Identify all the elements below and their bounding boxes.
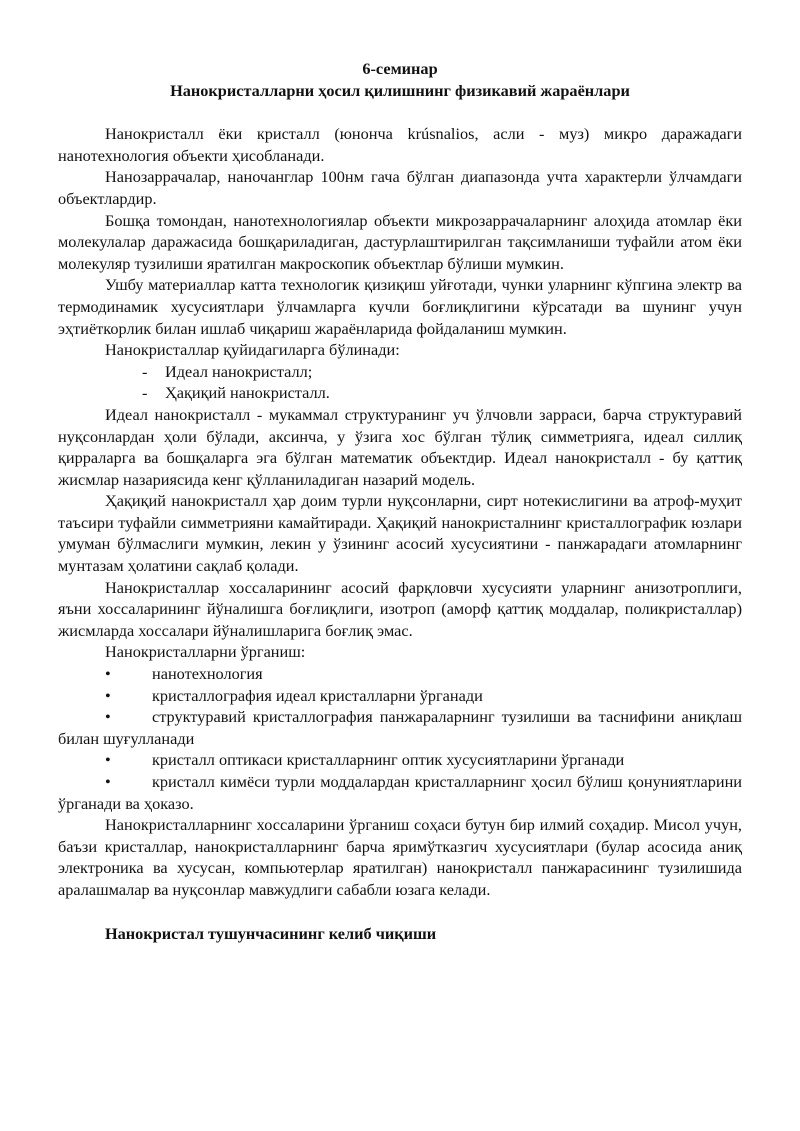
dash-item-text: Идеал нанокристалл; [165,361,313,381]
bullet-marker: • [105,707,111,727]
section-heading: Нанокристал тушунчасининг келиб чиқиши [105,923,437,943]
paragraph: Ушбу материаллар катта технологик қизиқиш уйғотади, чунки уларнинг кўпгина электр ва термодинамик хусусиятлари ўлчамларга кучли боғлиқлигини кўрсатади ва шунинг учун эҳтиёткорлик билан ишлаб чиқариш жараёнларида фойдаланиш мумкин. [58,275,742,338]
document-page [58,58,742,944]
bullet-list-item [58,706,742,749]
document-subtitle: Нанокристалларни ҳосил қилишнинг физикавий жараёнлари [170,80,630,100]
dash-list-item [58,361,742,383]
spacer [58,901,742,923]
bullet-item-text: кристаллография идеал кристалларни ўрганади [152,685,483,705]
paragraph: Нанокристаллар қуйидагиларга бўлинади: [105,340,400,360]
dash-item-text: Ҳақиқий нанокристалл. [165,383,330,403]
dash-marker: - [142,383,148,403]
dash-marker: - [142,361,148,381]
bullet-list-item [58,663,742,685]
bullet-list-item [58,749,742,771]
bullet-list-item [58,685,742,707]
bullet-list-item [58,771,742,814]
paragraph: Нанокристалл ёки кристалл (юнонча krúsnalios, асли - муз) микро даражадаги нанотехнология объекти ҳисобланади. [58,124,742,165]
bullet-marker: • [105,750,111,770]
paragraph: Нанокристалларнинг хоссаларини ўрганиш соҳаси бутун бир илмий соҳадир. Мисол учун, баъзи кристаллар, нанокристалларнинг барча яримўтказгич хусусиятлари (булар асосида аниқ электроника ва хусусан, компьютерлар яратилган) нанокристалл панжарасининг тузилишида аралашмалар ва нуқсонлар мавжудлиги сабабли юзага келади. [58,815,742,899]
paragraph: Нанокристаллар хоссаларининг асосий фарқловчи хусусияти уларнинг анизотроплиги, яъни хоссаларининг йўналишга боғлиқлиги, изотроп (аморф қаттиқ моддалар, поликристаллар) жисмларда хоссалари йўналишларига боғлиқ эмас. [58,577,742,640]
bullet-marker: • [105,685,111,705]
paragraph: Идеал нанокристалл - мукаммал структуранинг уч ўлчовли зарраси, барча структуравий нуқсонлардан ҳоли бўлади, аксинча, у ўзига хос бўлган тўлиқ симметрияга, идеал силлиқ қирраларга ва бошқаларга эга бўлган математик объектдир. Идеал нанокристалл - бу қаттиқ жисмлар назариясида кенг қўлланиладиган назарий модель. [58,404,742,489]
paragraph: Ҳақиқий нанокристалл ҳар доим турли нуқсонларни, сирт нотекислигини ва атроф-муҳит таъсири туфайли симметрияни камайтиради. Ҳақиқий нанокристалнинг кристаллографик юзлари умуман бўлмаслиги мумкин, лекин у ўзининг асосий хусусиятини - панжарадаги атомларнинг мунтазам ҳолатини сақлаб қолади. [58,491,742,576]
bullet-marker: • [105,664,111,684]
paragraph: Бошқа томондан, нанотехнологиялар объекти микрозаррачаларнинг алоҳида атомлар ёки молекулалар даражасида бошқариладиган, дастурлаштирилган тақсимланиши туфайли атом ёки молекуляр тузилиши яратилган макроскопик объектлар бўлиши мумкин. [58,210,742,273]
dash-list-item [58,382,742,404]
bullet-item-text: структуравий кристаллография панжараларнинг тузилиши ва таснифини аниқлаш билан шуғулланади [58,707,742,748]
bullet-marker: • [105,772,111,791]
bullet-item-text: кристалл оптикаси кристалларнинг оптик хусусиятларини ўрганади [152,750,625,770]
bullet-item-text: кристалл кимёси турли моддалардан кристалларнинг ҳосил бўлиш қонуниятларини ўрганади ва ҳоказо. [58,772,742,813]
paragraph: Нанокристалларни ўрганиш: [105,642,306,662]
bullet-item-text: нанотехнология [152,664,263,684]
seminar-title: 6-семинар [362,59,438,78]
paragraph: Нанозаррачалар, наночанглар 100нм гача бўлган диапазонда учта характерли ўлчамдаги объектлардир. [58,167,742,208]
